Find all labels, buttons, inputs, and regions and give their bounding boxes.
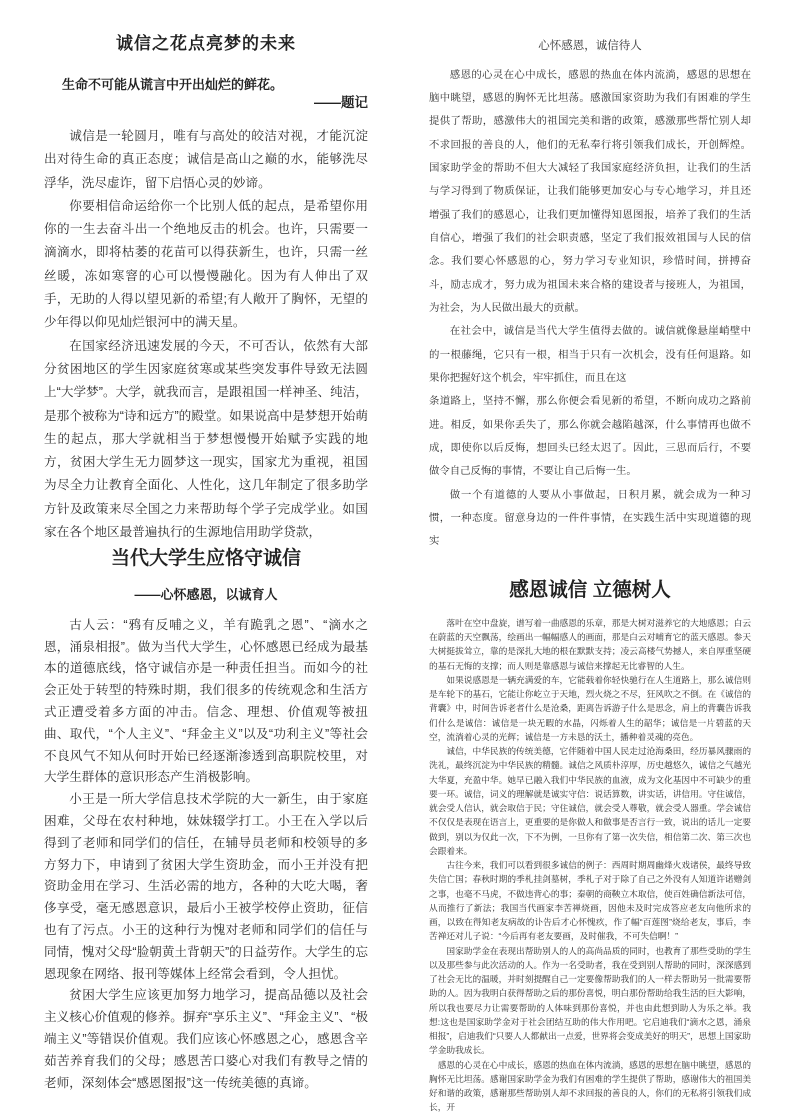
paragraph: 古人云：“鸦有反哺之义，羊有跪乳之恩”、“滴水之恩，涌泉相报”。做为当代大学生，心怀感恩已经成为最基本的道德底线，恪守诚信亦是一种责任担当。而如今的社会正处于转型的特殊时期，我们很多的传统观念和生活方式正遭受着多方面的冲击。信念、理想、价值观等被扭曲、取代，“个人主义”、“拜金主义”以及“功利主义”等社会不良风气不知从何时开始已经逐渐渗透到高职院校里，对大学生群体的意识形态产生消极影响。	[44, 617, 368, 785]
article-title: 心怀感恩，诚信待人	[538, 40, 642, 52]
paragraph: 古往今来，我们可以看到很多诚信的例子：西周时期周幽烽火戏诸侯，最终导致失信亡国；春秋时期的季札挂剑墓树，季札子对于除了自己之外没有人知道许诺赠剑之事，也毫不马虎，不做违背心的事；秦朝的商鞅立木取信，使百姓确信新法可信，从而推行了新法；我国当代画家李苦禅烧画，因他未及时完成答应老友向他所求的画，以致在得知老友病故的讣告后才心怀愧疚，作了幅“百莲图”烧给老友，事后，李苦禅还对儿子说：“今后再有老友要画，及时催我，不可失信啊！”	[429, 860, 751, 942]
article-subtitle: ——心怀感恩，以诚育人	[134, 587, 278, 603]
paragraph: 贫困大学生应该更加努力地学习，提高品德以及社会主义核心价值观的修养。摒弃“享乐主义”、“拜金主义”、“极端主义”等错误价值观。我们应该心怀感恩之心，感恩含辛茹苦养育我们的父母；感恩苦口婆心对我们有教导之情的老师，深刻体会“感恩图报”这一传统美德的真谛。	[44, 988, 368, 1090]
article-gratitude-honesty	[429, 38, 751, 554]
article-title: 诚信之花点亮梦的未来	[116, 34, 296, 53]
paragraph: 感恩的心灵在心中成长，感恩的热血在体内流淌，感恩的思想在脑中眺望，感恩的胸怀无比坦荡。感谢国家助学金为我们有困难的学生提供了帮助，感谢伟大的祖国美好和谐的政策，感谢那些帮助别人却不求回报的善良的人，你们的无私将引领我们成长，开	[429, 1059, 751, 1113]
article-body	[44, 125, 368, 544]
article-virtue-education	[429, 578, 751, 1115]
paragraph: 小王是一所大学信息技术学院的大一新生，由于家庭困难，父母在农村种地，妹妹辍学打工。小王在入学以后得到了老师和同学们的信任，在辅导员老师和校领导的多方努力下，申请到了贫困大学生资助金，而小王并没有把资助金用在学习、生活必需的地方，各种的大吃大喝，奢侈享受，毫无感恩意识，最后小王被学校停止资助，征信也有了污点。小王的这种行为愧对老师和同学们的信任与同情，愧对父母“脸朝黄土背朝天”的日益劳作。大学生的忘恩现象在网络、报刊等媒体上经常会看到，令人担忧。	[44, 792, 368, 981]
paragraph: 条道路上，坚持不懈，那么你便会看见新的希望，不断向成功之路前进。相反，如果你丢失了，那么你就会越陷越深，什么事情再也做不成，即使你以后反悔，想回头已经太迟了。因此，三思而后行，不要做令自己反悔的事情，不要让自己后悔一生。	[429, 396, 751, 478]
epigraph: 生命不可能从谎言中开出灿烂的鲜花。	[62, 77, 284, 92]
paragraph: 诚信是一轮圆月，唯有与高处的皎洁对视，才能沉淀出对待生命的真正态度；诚信是高山之巅的水，能够洗尽浮华，洗尽虚诈，留下启悟心灵的妙谛。	[44, 129, 368, 190]
article-college-integrity	[44, 545, 368, 1094]
paragraph: 在社会中，诚信是当代大学生值得去做的。诚信就像悬崖峭壁中的一根藤绳，它只有一根，相当于只有一次机会，没有任何退路。如果你把握好这个机会，牢牢抓住，而且在这	[429, 326, 751, 384]
article-body	[44, 615, 368, 1095]
paragraph: 感恩的心灵在心中成长，感恩的热血在体内流淌，感恩的思想在脑中眺望，感恩的胸怀无比坦荡。感激国家资助为我们有困难的学生提供了帮助，感激伟大的祖国完美和谐的政策，感激那些帮忙别人却不求回报的善良的人，他们的无私奉行将引领我们成长，开创辉煌。国家助学金的帮助不但大大减轻了我国家庭经济负担，让我们的生活与学习得到了物质保证，让我们能够更加安心与专心地学习，并且还增强了我们的感恩心，让我们更加懂得知恩图报，培养了我们的生活自信心，增强了我们的社会职责感，坚定了我们报效祖国与人民的信念。我们要心怀感恩的心，努力学习专业知识，珍惜时间，拼搏奋斗，励志成才，努力成为祖国未来合格的建设者与接班人，为祖国，为社会，为人民做出最大的贡献。	[429, 69, 751, 314]
right-column	[429, 0, 751, 1113]
paragraph: 国家助学金在表现出帮助别人的人的高尚品质的同时，也教育了那些受助的学生以及那些参与此次活动的人。作为一名受助者，我在受到别人帮助的同时，深深感到了社会无比的温暖，并时刻提醒自己一定要像帮助我们的人一样去帮助另一批需要帮助的人。因为我明白获得帮助之后的那份喜悦，明白那份帮助给我生活的巨大影响，所以我也要尽力让需要帮助的人体味到那份喜悦，并也由此想到助人为乐之举。我想:这也是国家助学金对于社会团结互助的伟大作用吧。它启迪我们“滴水之恩，涌泉相报”，启迪我们“只要人人都献出一点爱，世界将会变成美好的明天”，思想上国家助学金助我成长。	[429, 945, 751, 1056]
article-body	[429, 616, 751, 1115]
article-title: 感恩诚信 立德树人	[509, 578, 671, 601]
left-column	[44, 0, 368, 1090]
paragraph: 落叶在空中盘旋，谱写着一曲感恩的乐章，那是大树对滋养它的大地感恩；白云在蔚蓝的天空飘荡，绘画出一幅幅感人的画面，那是白云对哺育它的蓝天感恩。参天大树挺拔耸立，靠的是深扎大地的根在默默支持；凌云高楼气势撼人，来自厚重坚硬的基石无悔的支撑；而人则是靠感恩与诚信来撑起无比睿智的人生。	[429, 617, 751, 671]
paragraph: 你要相信命运给你一个比别人低的起点，是希望你用你的一生去奋斗出一个绝地反击的机会。也许，只需要一滴滴水，即将枯萎的花苗可以得获新生，也许，只需一丝丝暖，冻如寒窨的心可以慢慢融化。因为有人伸出了双手，无助的人得以望见新的希望;有人敞开了胸怀，无望的少年得以仰见灿烂银河中的满天星。	[44, 198, 368, 330]
article-body	[429, 64, 751, 554]
article-title: 当代大学生应恪守诚信	[110, 548, 301, 570]
paragraph: 诚信，中华民族的传统美德，它伴随着中国人民走过沧海桑田，经历暴风骤雨的洗礼，最终沉淀为中华民族的精髓。诚信之风质朴淳厚，历史越悠久，诚信之气越光大华夏，充盈中华。她早已融入我们中华民族的血液，成为文化基因中不可缺少的重要一环。诚信，词义的理解就是诚实守信：说话算数，讲实话，讲信用。守住诚信，就会受人信认，就会取信于民；守住诚信，就会受人尊敬，就会受人器重。学会诚信不仅仅是表现在语言上，更重要的是你做人和做事是否言行一致，说出的话儿一定要做到，别以为仅此一次，下不为例，一旦你有了第一次失信，相信第二次、第三次也会跟着来。	[429, 746, 751, 856]
paragraph: 做一个有道德的人要从小事做起，日积月累，就会成为一种习惯，一种态度。留意身边的一件件事情，在实践生活中实现道德的现实	[429, 489, 751, 548]
epigraph-attribution: ——题记	[314, 95, 368, 110]
paragraph: 在国家经济迅速发展的今天，不可否认，依然有大部分贫困地区的学生因家庭贫寒或某些突发事件导致无法圆上“大学梦”。大学，就我而言，是跟祖国一样神圣、纯洁，是那个被称为“诗和远方”的殿堂。如果说高中是梦想开始萌生的起点，那大学就相当于梦想慢慢开始赋予实践的地方，贫困大学生无力圆梦这一现实，国家尤为重视，祖国为尽全力让教育全面化、人性化，这几年制定了很多助学方针及政策来尽全国之力来帮助每个学子完成学业。如国家在各个地区最普遍执行的生源地信用助学贷款，	[44, 338, 368, 540]
article-honesty-flower	[44, 32, 368, 544]
paragraph: 如果说感恩是一辆充满爱的车，它能载着你轻快驰行在人生道路上，那么诚信则是车轮下的基石，它能让你屹立于天地，烈火烧之不尽，狂风吹之不倒。在《诚信的背囊》中，时间告诉老者什么是沧桑，距离告诉游子什么是思念，肩上的背囊告诉我们什么是诚信：诚信是一块无暇的水晶，闪烁着人生的韶华；诚信是一片碧蓝的天空，流淌着心灵的光辉；诚信是一方未恳的沃土，播种着灵魂的亮色。	[429, 674, 751, 742]
